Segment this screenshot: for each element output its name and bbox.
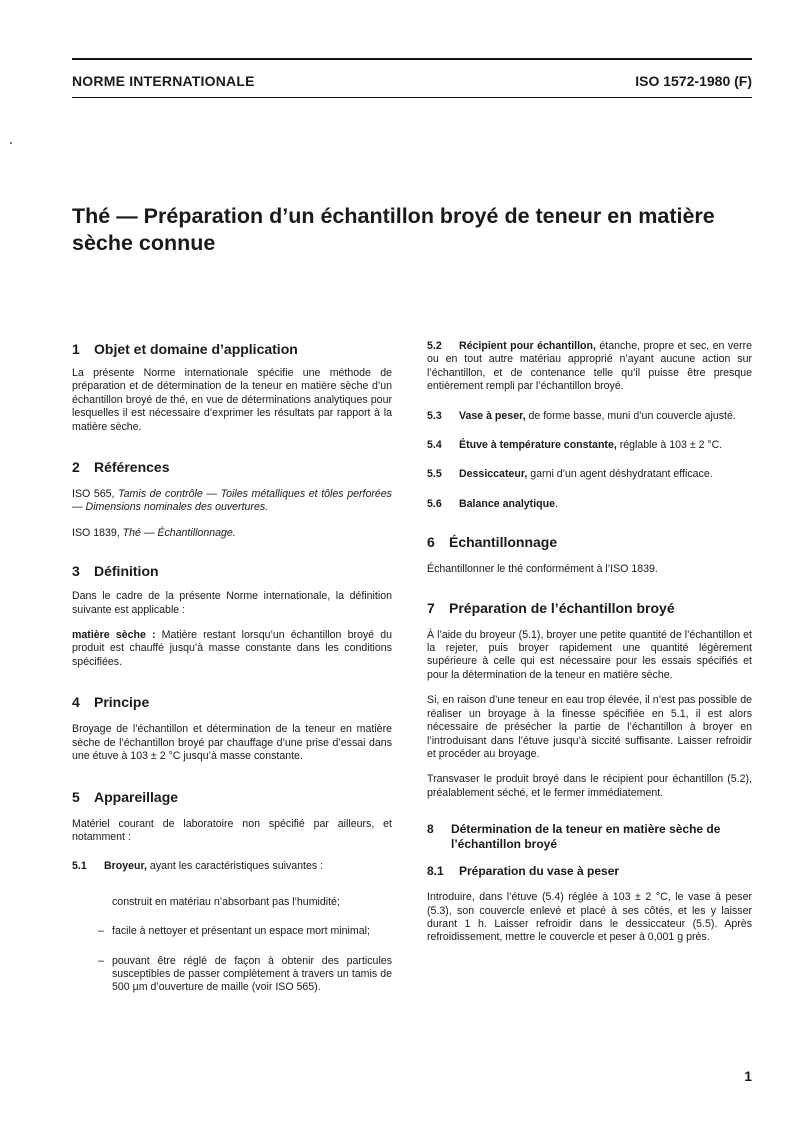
reference-iso-565: ISO 565, Tamis de contrôle — Toiles métalliques et tôles perforées — Dimensions nominales des ouvertures.	[72, 488, 392, 514]
list-item: – facile à nettoyer et présentant un espace mort minimal;	[98, 925, 370, 938]
subsection-5-2: 5.2 Récipient pour échantillon, étanche, propre et sec, en verre ou en tout autre matériau approprié n’ayant aucune action sur l’échantillon, et de contenance telle qu’il puisse être presque entièrement rempli par l’échantillon broyé.	[427, 340, 753, 393]
subsection-5-5: 5.5 Dessiccateur, garni d’un agent déshydratant efficace.	[427, 468, 713, 481]
section-1-heading: 1 Objet et domaine d’application	[72, 341, 298, 357]
section-3-heading: 3 Définition	[72, 563, 159, 580]
section-7-text-1: À l’aide du broyeur (5.1), broyer une petite quantité de l’échantillon et la rejeter, puis broyer rapidement une quantité légèrement supérieure à celle qui est nécessaire pour les essais spécifiés et pour la détermination de la teneur en matière sèche.	[427, 628, 752, 681]
subsection-5-6: 5.6 Balance analytique.	[427, 497, 558, 510]
header-rule-top	[72, 58, 752, 60]
section-5-heading: 5 Appareillage	[72, 788, 179, 805]
section-4-text: Broyage de l’échantillon et détermination de la teneur en matière sèche de l’échantillon broyé par chauffage d’une prise d’essai dans une étuve à 103 ± 2 °C jusqu’à masse constante.	[72, 723, 392, 763]
section-6-text: Échantillonner le thé conformément à l’ISO 1839.	[427, 563, 658, 576]
section-3-text: Dans le cadre de la présente Norme internationale, la définition suivante est applicable :	[72, 590, 392, 616]
page-number: 1	[744, 1068, 752, 1084]
header-rule-bottom	[72, 97, 752, 98]
section-7-text-2: Si, en raison d’une teneur en eau trop élevée, il n’est pas possible de réaliser un broyage à la finesse spécifiée en 5.1, il est alors nécessaire de présécher la partie de l’échantillon à broyer en l’introduisant dans l’étuve jusqu’à siccité suffisante. Laisser refroidir et procéder au broyage.	[427, 694, 752, 760]
section-4-heading: 4 Principe	[72, 694, 150, 711]
right-column	[427, 340, 752, 945]
subsection-8-1-text: Introduire, dans l’étuve (5.4) réglée à 103 ± 2 °C, le vase à peser (5.3), son couvercle enlevé et placé à ses côtés, et les y laisser durant 1 h. Laisser refroidir dans le dessiccateur (5.5). Après refroidissement, mettre le couvercle et peser à 0,001 g près.	[427, 891, 752, 944]
margin-mark	[10, 142, 12, 144]
section-7-text-3: Transvaser le produit broyé dans le récipient pour échantillon (5.2), préalablement séché, et le fermer immédiatement.	[427, 773, 752, 799]
reference-iso-1839: ISO 1839, Thé — Échantillonnage.	[72, 526, 236, 539]
section-2-heading: 2 Références	[72, 459, 170, 476]
section-7-heading: 7 Préparation de l’échantillon broyé	[427, 599, 675, 616]
section-6-heading: 6 Échantillonnage	[427, 534, 558, 551]
section-1-text: La présente Norme internationale spécifie une méthode de préparation et de détermination de la teneur en matière sèche d’un échantillon broyé de thé, en vue de déterminations analytiques pour lesquelles il est nécessaire d’exprimer les résultats par rapport à la matière sèche.	[72, 367, 392, 433]
list-item: – pouvant être réglé de façon à obtenir des particules susceptibles de passer complètement à travers un tamis de 500 µm d’ouverture de maille (voir ISO 565).	[98, 954, 392, 994]
list-item: construit en matériau n’absorbant pas l’humidité;	[112, 895, 340, 908]
subsection-5-4: 5.4 Étuve à température constante, réglable à 103 ± 2 °C.	[427, 439, 723, 452]
section-5-text: Matériel courant de laboratoire non spécifié par ailleurs, et notamment :	[72, 817, 392, 843]
subsection-5-3: 5.3 Vase à peser, de forme basse, muni d’un couvercle ajusté.	[427, 409, 736, 422]
left-column	[72, 340, 392, 995]
document-type-label: NORME INTERNATIONALE	[72, 73, 255, 89]
subsection-5-1: 5.1 Broyeur, ayant les caractéristiques suivantes :	[72, 860, 324, 873]
grinder-characteristics-list	[72, 896, 392, 995]
subsection-8-1-heading: 8.1 Préparation du vase à peser	[427, 864, 620, 879]
definition-dry-matter: matière sèche : Matière restant lorsqu’un échantillon broyé du produit est chauffé jusqu’à masse constante dans les conditions spécifiées.	[72, 629, 392, 668]
standard-reference: ISO 1572-1980 (F)	[635, 73, 752, 89]
document-title: Thé — Préparation d’un échantillon broyé de teneur en matière sèche connue	[72, 204, 715, 255]
section-8-heading: 8 Détermination de la teneur en matière sèche de l’échantillon broyé	[427, 822, 721, 852]
